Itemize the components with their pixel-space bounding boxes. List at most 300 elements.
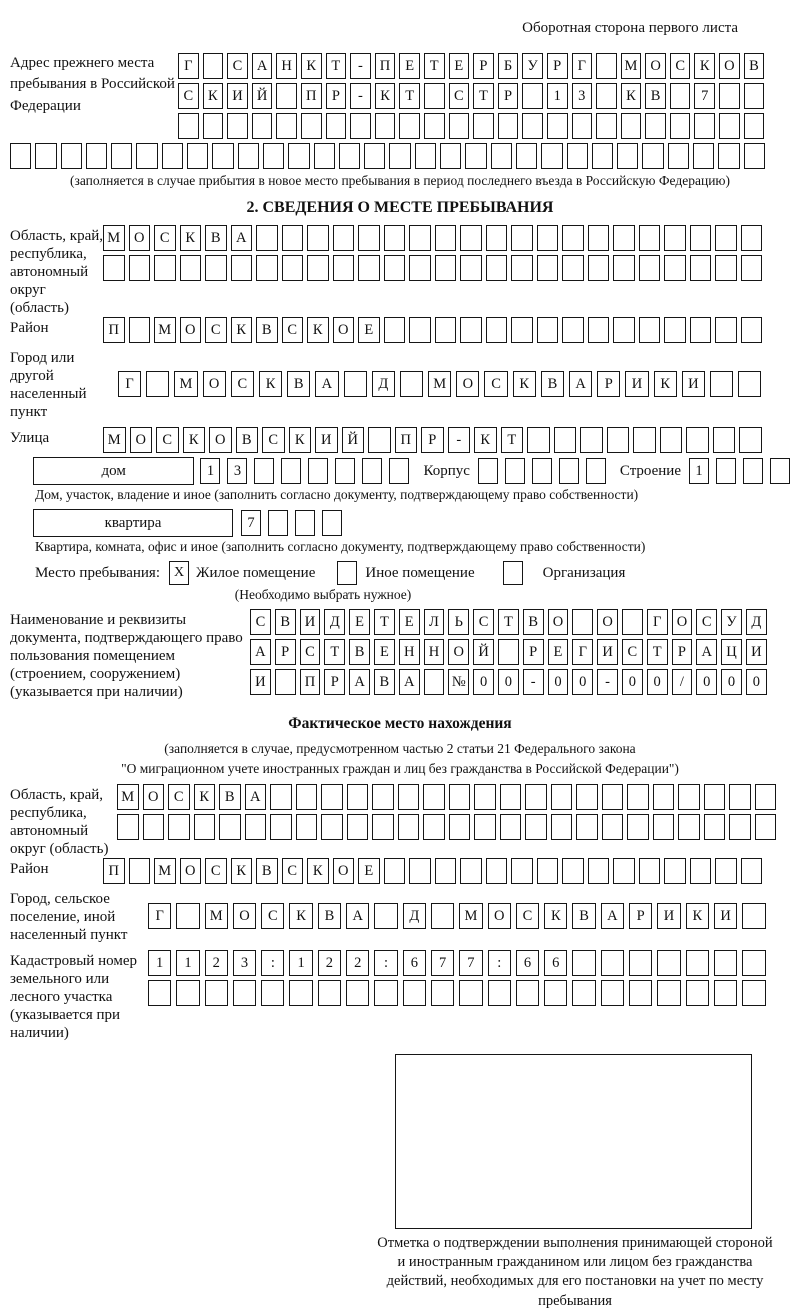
char-cell — [321, 784, 343, 810]
house-number-cells — [200, 458, 409, 484]
char-cell: С — [282, 858, 304, 884]
char-cell — [372, 814, 394, 840]
char-cell — [498, 113, 519, 139]
char-cell — [642, 143, 663, 169]
prev-address-row-3 — [178, 113, 764, 139]
char-cell — [572, 609, 593, 635]
char-cell — [117, 814, 139, 840]
char-cell — [715, 255, 737, 281]
char-cell — [710, 371, 733, 397]
char-cell — [398, 814, 420, 840]
prev-address-row-2 — [178, 83, 764, 109]
char-cell — [347, 784, 369, 810]
char-cell — [562, 225, 584, 251]
char-cell: К — [694, 53, 715, 79]
char-cell — [372, 784, 394, 810]
char-cell: 1 — [200, 458, 220, 484]
char-cell: В — [523, 609, 544, 635]
char-cell: С — [484, 371, 507, 397]
char-cell: 7 — [431, 950, 454, 976]
char-cell: 0 — [548, 669, 569, 695]
char-cell — [212, 143, 233, 169]
cadastral-label: Кадастровый номер земельного или лесного участка (указывается при наличии) — [10, 953, 137, 1042]
char-cell: П — [375, 53, 396, 79]
char-cell: 1 — [176, 950, 199, 976]
char-cell: П — [103, 317, 125, 343]
apartment-row — [33, 509, 790, 537]
char-cell: 0 — [696, 669, 717, 695]
char-cell: 3 — [227, 458, 247, 484]
char-cell — [686, 950, 709, 976]
char-cell — [460, 255, 482, 281]
char-cell: Г — [178, 53, 199, 79]
char-cell — [263, 143, 284, 169]
char-cell: М — [459, 903, 482, 929]
char-cell: Н — [399, 639, 420, 665]
char-cell: Т — [473, 83, 494, 109]
char-cell: А — [349, 669, 370, 695]
char-cell: В — [256, 317, 278, 343]
char-cell — [129, 858, 151, 884]
char-cell: Р — [324, 669, 345, 695]
char-cell — [203, 53, 224, 79]
actual-city-row — [148, 903, 766, 929]
char-cell: Е — [349, 609, 370, 635]
char-cell — [233, 980, 256, 1006]
char-cell — [146, 371, 169, 397]
char-cell: К — [513, 371, 536, 397]
char-cell — [639, 858, 661, 884]
char-cell — [621, 113, 642, 139]
char-cell: У — [522, 53, 543, 79]
char-cell — [588, 317, 610, 343]
char-cell: - — [523, 669, 544, 695]
house-note: Дом, участок, владение и иное (заполнить согласно документу, подтверждающему право собственности) — [35, 487, 639, 502]
char-cell — [333, 255, 355, 281]
char-cell: Г — [148, 903, 171, 929]
char-cell — [572, 113, 593, 139]
char-cell: Р — [473, 53, 494, 79]
char-cell: С — [449, 83, 470, 109]
char-cell: В — [744, 53, 765, 79]
actual-region-field — [10, 784, 790, 858]
char-cell — [384, 317, 406, 343]
actual-city-label: Город, сельское поселение, иной населенный пункт — [10, 891, 128, 944]
char-cell: К — [289, 427, 312, 453]
char-cell: О — [672, 609, 693, 635]
char-cell — [449, 784, 471, 810]
char-cell: В — [236, 427, 259, 453]
char-cell: С — [205, 317, 227, 343]
city-field — [10, 347, 790, 421]
char-cell: С — [516, 903, 539, 929]
cadastral-row-1 — [148, 950, 766, 976]
char-cell: С — [156, 427, 179, 453]
char-cell — [465, 143, 486, 169]
char-cell: М — [103, 427, 126, 453]
char-cell: С — [205, 858, 227, 884]
char-cell — [714, 950, 737, 976]
char-cell: О — [488, 903, 511, 929]
char-cell — [384, 858, 406, 884]
char-cell: С — [250, 609, 271, 635]
char-cell — [435, 255, 457, 281]
char-cell — [729, 814, 751, 840]
char-cell: И — [657, 903, 680, 929]
char-cell — [744, 113, 765, 139]
char-cell: П — [300, 669, 321, 695]
char-cell — [322, 510, 342, 536]
char-cell — [670, 83, 691, 109]
char-cell — [664, 225, 686, 251]
char-cell: Е — [399, 609, 420, 635]
char-cell: Т — [326, 53, 347, 79]
actual-city-field — [10, 888, 790, 944]
char-cell — [431, 903, 454, 929]
char-cell: О — [203, 371, 226, 397]
char-cell: И — [250, 669, 271, 695]
char-cell: Т — [374, 609, 395, 635]
char-cell: Ь — [448, 609, 469, 635]
char-cell — [714, 980, 737, 1006]
char-cell — [415, 143, 436, 169]
char-cell: О — [645, 53, 666, 79]
char-cell: 7 — [694, 83, 715, 109]
char-cell — [389, 143, 410, 169]
char-cell — [516, 980, 539, 1006]
stay-type-label: Место пребывания: — [35, 564, 160, 581]
char-cell: С — [261, 903, 284, 929]
char-cell: О — [180, 317, 202, 343]
char-cell — [572, 980, 595, 1006]
char-cell: Л — [424, 609, 445, 635]
char-cell: О — [456, 371, 479, 397]
char-cell: У — [721, 609, 742, 635]
char-cell — [344, 371, 367, 397]
actual-district-row — [103, 858, 762, 884]
char-cell: 0 — [473, 669, 494, 695]
char-cell — [511, 255, 533, 281]
char-cell: Г — [572, 639, 593, 665]
actual-location-note-2: "О миграционном учете иностранных граждан и лиц без гражданства в Российской Федерации") — [121, 760, 679, 776]
char-cell: М — [621, 53, 642, 79]
char-cell: И — [714, 903, 737, 929]
char-cell: Е — [358, 317, 380, 343]
char-cell — [276, 113, 297, 139]
char-cell — [664, 317, 686, 343]
actual-region-row-2 — [117, 814, 776, 840]
char-cell: : — [374, 950, 397, 976]
char-cell — [403, 980, 426, 1006]
char-cell: 1 — [148, 950, 171, 976]
char-cell — [10, 143, 31, 169]
char-cell — [227, 113, 248, 139]
char-cell: К — [231, 317, 253, 343]
char-cell — [639, 225, 661, 251]
char-cell — [256, 225, 278, 251]
char-cell — [602, 784, 624, 810]
char-cell — [742, 903, 765, 929]
char-cell — [742, 950, 765, 976]
char-cell: 0 — [622, 669, 643, 695]
cadastral-row-2 — [148, 980, 766, 1006]
char-cell — [301, 113, 322, 139]
char-cell — [398, 784, 420, 810]
char-cell — [588, 225, 610, 251]
char-cell — [252, 113, 273, 139]
char-cell — [103, 255, 125, 281]
char-cell: Е — [374, 639, 395, 665]
char-cell — [704, 784, 726, 810]
char-cell: Й — [473, 639, 494, 665]
char-cell — [588, 858, 610, 884]
char-cell: Т — [647, 639, 668, 665]
char-cell — [562, 317, 584, 343]
char-cell — [486, 317, 508, 343]
char-cell: Т — [324, 639, 345, 665]
char-cell — [601, 950, 624, 976]
char-cell — [562, 858, 584, 884]
char-cell: В — [275, 609, 296, 635]
char-cell: А — [601, 903, 624, 929]
char-cell: Г — [647, 609, 668, 635]
char-cell — [143, 814, 165, 840]
char-cell — [440, 143, 461, 169]
char-cell: 6 — [403, 950, 426, 976]
char-cell: Н — [276, 53, 297, 79]
char-cell — [374, 903, 397, 929]
char-cell — [505, 458, 525, 484]
char-cell — [678, 784, 700, 810]
char-cell: О — [130, 427, 153, 453]
char-cell: Р — [326, 83, 347, 109]
char-cell: Н — [424, 639, 445, 665]
char-cell — [596, 113, 617, 139]
char-cell — [308, 458, 328, 484]
char-cell: П — [103, 858, 125, 884]
char-cell — [374, 980, 397, 1006]
char-cell — [596, 83, 617, 109]
char-cell — [554, 427, 577, 453]
char-cell — [431, 980, 454, 1006]
char-cell: К — [654, 371, 677, 397]
char-cell: / — [672, 669, 693, 695]
char-cell — [755, 814, 777, 840]
char-cell — [633, 427, 656, 453]
char-cell — [511, 317, 533, 343]
char-cell — [511, 225, 533, 251]
cadastral-field — [10, 950, 790, 1042]
char-cell: В — [349, 639, 370, 665]
apartment-cells — [241, 510, 342, 536]
char-cell — [686, 980, 709, 1006]
region-row-1 — [103, 225, 762, 251]
char-cell — [423, 814, 445, 840]
actual-region-label: Область, край, республика, автономный округ (область) — [10, 787, 109, 858]
street-row — [103, 427, 762, 453]
korpus-cells — [478, 458, 606, 484]
char-cell — [318, 980, 341, 1006]
char-cell — [459, 980, 482, 1006]
char-cell: 3 — [572, 83, 593, 109]
city-label: Город или другой населенный пункт — [10, 350, 87, 420]
char-cell — [296, 814, 318, 840]
char-cell: О — [548, 609, 569, 635]
char-cell — [537, 858, 559, 884]
char-cell — [486, 858, 508, 884]
char-cell: Р — [523, 639, 544, 665]
char-cell: К — [194, 784, 216, 810]
char-cell: Г — [572, 53, 593, 79]
char-cell: Й — [342, 427, 365, 453]
char-cell — [537, 255, 559, 281]
char-cell: 2 — [346, 950, 369, 976]
document-row-2 — [250, 639, 767, 665]
char-cell: М — [154, 858, 176, 884]
char-cell — [664, 858, 686, 884]
char-cell — [562, 255, 584, 281]
char-cell — [424, 669, 445, 695]
char-cell — [399, 113, 420, 139]
char-cell — [525, 814, 547, 840]
char-cell: С — [282, 317, 304, 343]
char-cell — [254, 458, 274, 484]
char-cell: 1 — [289, 950, 312, 976]
char-cell — [111, 143, 132, 169]
char-cell: О — [333, 858, 355, 884]
char-cell — [613, 858, 635, 884]
char-cell — [744, 83, 765, 109]
char-cell — [522, 113, 543, 139]
char-cell: В — [287, 371, 310, 397]
checkbox-organization — [503, 561, 523, 585]
char-cell: Т — [501, 427, 524, 453]
char-cell: Т — [399, 83, 420, 109]
char-cell: П — [395, 427, 418, 453]
char-cell: Й — [252, 83, 273, 109]
actual-district-label: Район — [10, 861, 49, 878]
char-cell — [203, 113, 224, 139]
char-cell — [498, 639, 519, 665]
char-cell — [423, 784, 445, 810]
document-row-1 — [250, 609, 767, 635]
char-cell — [639, 317, 661, 343]
stamp-caption: Отметка о подтверждении выполнения принимающей стороной и иностранным гражданином или лицом без гражданства действий, необходимых для его постановки на учет по месту пребывания — [377, 1235, 773, 1309]
char-cell — [544, 980, 567, 1006]
char-cell — [281, 458, 301, 484]
char-cell — [715, 225, 737, 251]
char-cell: М — [205, 903, 228, 929]
char-cell: К — [307, 317, 329, 343]
char-cell — [409, 225, 431, 251]
char-cell: Е — [449, 53, 470, 79]
char-cell: С — [231, 371, 254, 397]
char-cell: В — [541, 371, 564, 397]
char-cell — [738, 371, 761, 397]
char-cell: С — [178, 83, 199, 109]
char-cell — [129, 255, 151, 281]
char-cell — [473, 113, 494, 139]
char-cell — [474, 814, 496, 840]
char-cell: Ц — [721, 639, 742, 665]
char-cell — [326, 113, 347, 139]
char-cell — [460, 317, 482, 343]
house-row — [33, 457, 790, 485]
char-cell: И — [300, 609, 321, 635]
char-cell: К — [301, 53, 322, 79]
char-cell — [270, 784, 292, 810]
char-cell — [162, 143, 183, 169]
char-cell — [617, 143, 638, 169]
char-cell — [460, 858, 482, 884]
char-cell: Е — [548, 639, 569, 665]
char-cell — [500, 814, 522, 840]
char-cell — [180, 255, 202, 281]
char-cell: П — [301, 83, 322, 109]
char-cell — [384, 255, 406, 281]
char-cell — [742, 980, 765, 1006]
char-cell — [424, 83, 445, 109]
char-cell: И — [227, 83, 248, 109]
char-cell: К — [474, 427, 497, 453]
char-cell: 2 — [318, 950, 341, 976]
char-cell: О — [333, 317, 355, 343]
char-cell — [602, 814, 624, 840]
document-row-3 — [250, 669, 767, 695]
char-cell — [231, 255, 253, 281]
char-cell: А — [569, 371, 592, 397]
char-cell — [596, 53, 617, 79]
char-cell: Д — [372, 371, 395, 397]
char-cell — [627, 784, 649, 810]
char-cell: Г — [118, 371, 141, 397]
char-cell: А — [696, 639, 717, 665]
char-cell: - — [350, 83, 371, 109]
char-cell — [350, 113, 371, 139]
char-cell — [670, 113, 691, 139]
char-cell — [537, 225, 559, 251]
char-cell — [400, 371, 423, 397]
char-cell: А — [250, 639, 271, 665]
char-cell — [296, 784, 318, 810]
char-cell: О — [129, 225, 151, 251]
char-cell — [525, 784, 547, 810]
char-cell — [187, 143, 208, 169]
char-cell: О — [143, 784, 165, 810]
char-cell — [333, 225, 355, 251]
char-cell: И — [746, 639, 767, 665]
confirmation-stamp-box — [395, 1054, 752, 1229]
district-field — [10, 317, 790, 347]
char-cell — [205, 255, 227, 281]
char-cell: - — [597, 669, 618, 695]
char-cell — [716, 458, 736, 484]
char-cell — [307, 225, 329, 251]
char-cell: А — [252, 53, 273, 79]
char-cell — [690, 225, 712, 251]
actual-region-row-1 — [117, 784, 776, 810]
char-cell: 6 — [516, 950, 539, 976]
char-cell — [718, 143, 739, 169]
char-cell — [486, 255, 508, 281]
char-cell: К — [621, 83, 642, 109]
char-cell — [339, 143, 360, 169]
char-cell — [713, 427, 736, 453]
char-cell — [645, 113, 666, 139]
char-cell: В — [256, 858, 278, 884]
city-row — [118, 371, 761, 397]
char-cell: М — [428, 371, 451, 397]
